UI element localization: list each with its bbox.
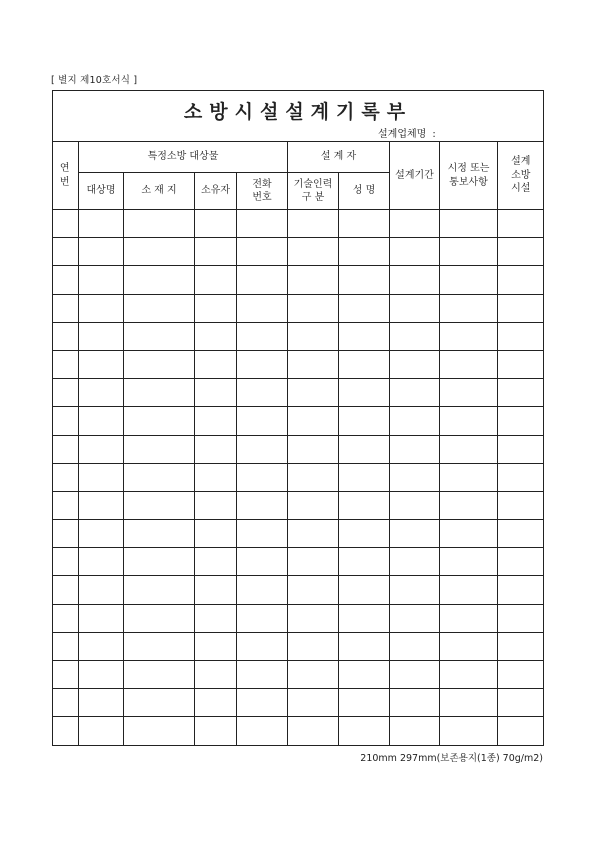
table-cell[interactable] [390,463,440,491]
table-cell[interactable] [52,210,79,238]
table-cell[interactable] [288,435,339,463]
table-cell[interactable] [288,661,339,689]
table-row [52,491,544,519]
table-cell[interactable] [288,322,339,350]
table-cell[interactable] [79,491,124,519]
table-cell[interactable] [390,548,440,576]
table-cell[interactable] [339,294,390,322]
paper-spec-footnote: 210mm 297mm(보존용지(1종) 70g/m2) [360,753,543,764]
header-correction-notice [440,142,498,210]
header-location: 소 재 지 [124,173,195,210]
table-cell[interactable] [339,689,390,717]
table-cell[interactable] [79,632,124,660]
table-cell[interactable] [195,717,237,745]
table-cell[interactable] [124,379,195,407]
table-cell[interactable] [195,632,237,660]
table-cell[interactable] [124,632,195,660]
table-cell[interactable] [52,294,79,322]
table-cell[interactable] [52,350,79,378]
header-phone-text: 전화 번호 [252,178,272,203]
table-cell[interactable] [440,294,498,322]
table-cell[interactable] [498,379,544,407]
header-serial [52,142,79,210]
table-cell[interactable] [52,463,79,491]
table-cell[interactable] [498,661,544,689]
table-cell[interactable] [390,238,440,266]
table-cell[interactable] [390,210,440,238]
header-design-period: 설계기간 [390,142,440,210]
table-cell[interactable] [195,435,237,463]
table-cell[interactable] [339,266,390,294]
table-cell[interactable] [390,520,440,548]
table-cell[interactable] [288,576,339,604]
table-row [52,576,544,604]
table-cell[interactable] [124,294,195,322]
header-correction-notice-text: 시정 또는 통보사항 [447,163,490,188]
table-cell[interactable] [498,463,544,491]
table-row [52,548,544,576]
table-cell[interactable] [440,435,498,463]
table-cell[interactable] [195,661,237,689]
table-cell[interactable] [288,520,339,548]
table-cell[interactable] [52,661,79,689]
table-cell[interactable] [237,463,288,491]
table-cell[interactable] [237,379,288,407]
table-cell[interactable] [390,689,440,717]
table-cell[interactable] [79,210,124,238]
table-cell[interactable] [237,294,288,322]
table-cell[interactable] [237,576,288,604]
table-cell[interactable] [498,238,544,266]
table-row [52,407,544,435]
table-cell[interactable] [52,266,79,294]
table-cell[interactable] [288,689,339,717]
table-cell[interactable] [440,266,498,294]
table-cell[interactable] [339,407,390,435]
header-fire-facility-text: 설계 소방 시설 [511,156,531,195]
table-cell[interactable] [195,520,237,548]
table-cell[interactable] [390,379,440,407]
table-cell[interactable] [288,407,339,435]
table-cell[interactable] [440,350,498,378]
table-cell[interactable] [288,717,339,745]
table-row [52,661,544,689]
table-row [52,520,544,548]
table-cell[interactable] [79,463,124,491]
table-cell[interactable] [498,576,544,604]
table-cell[interactable] [79,350,124,378]
table-cell[interactable] [195,266,237,294]
header-tech-class [288,173,339,210]
table-cell[interactable] [339,435,390,463]
company-name-colon: : [432,129,436,140]
table-cell[interactable] [237,661,288,689]
header-designer-name: 성 명 [339,173,390,210]
table-cell[interactable] [124,238,195,266]
table-cell[interactable] [195,604,237,632]
table-cell[interactable] [79,717,124,745]
table-cell[interactable] [79,604,124,632]
table-cell[interactable] [124,520,195,548]
table-cell[interactable] [237,491,288,519]
header-fire-facility [498,142,544,210]
table-row [52,294,544,322]
table-cell[interactable] [339,520,390,548]
table-cell[interactable] [339,491,390,519]
table-cell[interactable] [124,407,195,435]
table-cell[interactable] [390,435,440,463]
table-cell[interactable] [440,604,498,632]
table-row [52,632,544,660]
table-cell[interactable] [498,210,544,238]
table-cell[interactable] [237,322,288,350]
table-cell[interactable] [339,350,390,378]
table-cell[interactable] [288,266,339,294]
table-row [52,238,544,266]
table-row [52,210,544,238]
table-cell[interactable] [440,717,498,745]
header-phone [237,173,288,210]
table-cell[interactable] [339,322,390,350]
table-cell[interactable] [124,350,195,378]
table-cell[interactable] [498,322,544,350]
table-cell[interactable] [52,379,79,407]
form-number-label: [ 별지 제10호서식 ] [51,75,138,86]
table-cell[interactable] [79,322,124,350]
table-row [52,266,544,294]
table-cell[interactable] [339,210,390,238]
table-cell[interactable] [124,576,195,604]
table-row [52,463,544,491]
table-cell[interactable] [498,717,544,745]
table-cell[interactable] [339,463,390,491]
design-record-form [52,90,544,746]
table-cell[interactable] [195,548,237,576]
table-cell[interactable] [52,632,79,660]
table-cell[interactable] [498,435,544,463]
table-cell[interactable] [237,632,288,660]
table-cell[interactable] [237,266,288,294]
table-cell[interactable] [79,266,124,294]
table-cell[interactable] [498,604,544,632]
table-cell[interactable] [195,689,237,717]
table-cell[interactable] [440,379,498,407]
table-row [52,379,544,407]
table-cell[interactable] [52,604,79,632]
table-cell[interactable] [390,350,440,378]
table-cell[interactable] [124,491,195,519]
table-cell[interactable] [440,548,498,576]
table-cell[interactable] [237,520,288,548]
table-cell[interactable] [52,520,79,548]
table-cell[interactable] [79,435,124,463]
table-cell[interactable] [390,322,440,350]
company-name-field [378,125,436,140]
table-cell[interactable] [390,604,440,632]
table-cell[interactable] [79,238,124,266]
table-cell[interactable] [124,548,195,576]
table-cell[interactable] [390,407,440,435]
table-cell[interactable] [195,210,237,238]
table-cell[interactable] [288,294,339,322]
table-cell[interactable] [390,576,440,604]
table-cell[interactable] [195,238,237,266]
table-cell[interactable] [52,491,79,519]
table-cell[interactable] [288,350,339,378]
table-cell[interactable] [498,548,544,576]
table-row [52,435,544,463]
table-cell[interactable] [440,520,498,548]
table-row [52,689,544,717]
table-cell[interactable] [288,548,339,576]
table-cell[interactable] [124,266,195,294]
table-cell[interactable] [195,322,237,350]
table-cell[interactable] [52,689,79,717]
table-cell[interactable] [79,379,124,407]
table-cell[interactable] [237,210,288,238]
table-cell[interactable] [195,463,237,491]
table-cell[interactable] [52,238,79,266]
header-serial-text: 연 번 [59,163,70,188]
table-cell[interactable] [195,379,237,407]
table-cell[interactable] [440,632,498,660]
table-cell[interactable] [498,491,544,519]
table-cell[interactable] [440,463,498,491]
table-cell[interactable] [79,407,124,435]
table-cell[interactable] [339,548,390,576]
table-cell[interactable] [288,238,339,266]
table-cell[interactable] [390,661,440,689]
table-cell[interactable] [288,210,339,238]
table-cell[interactable] [52,322,79,350]
table-cell[interactable] [498,689,544,717]
table-cell[interactable] [79,661,124,689]
table-cell[interactable] [288,379,339,407]
table-cell[interactable] [440,238,498,266]
table-row [52,604,544,632]
table-cell[interactable] [79,689,124,717]
table-cell[interactable] [288,491,339,519]
table-cell[interactable] [237,717,288,745]
header-tech-class-text: 기술인력 구 분 [293,178,333,203]
table-cell[interactable] [498,632,544,660]
table-cell[interactable] [79,576,124,604]
company-name-label: 설계업체명 [378,129,427,140]
form-title: 소방시설설계기록부 [183,101,413,123]
table-cell[interactable] [52,407,79,435]
table-cell[interactable] [440,491,498,519]
table-cell[interactable] [52,548,79,576]
table-cell[interactable] [339,717,390,745]
table-cell[interactable] [237,350,288,378]
header-target-group: 특정소방 대상물 [79,142,288,173]
table-cell[interactable] [124,689,195,717]
table-cell[interactable] [195,407,237,435]
table-cell[interactable] [390,491,440,519]
table-cell[interactable] [124,717,195,745]
header-designer-group: 설 계 자 [288,142,390,173]
table-cell[interactable] [237,407,288,435]
table-row [52,350,544,378]
table-cell[interactable] [124,435,195,463]
table-cell[interactable] [440,210,498,238]
table-cell[interactable] [124,463,195,491]
table-cell[interactable] [440,407,498,435]
header-owner: 소유자 [195,173,237,210]
table-cell[interactable] [339,576,390,604]
table-cell[interactable] [440,689,498,717]
table-cell[interactable] [440,322,498,350]
table-cell[interactable] [498,294,544,322]
table-cell[interactable] [288,463,339,491]
table-cell[interactable] [390,717,440,745]
table-cell[interactable] [440,661,498,689]
table-cell[interactable] [237,435,288,463]
table-cell[interactable] [52,717,79,745]
table-cell[interactable] [195,576,237,604]
table-cell[interactable] [237,604,288,632]
table-cell[interactable] [390,632,440,660]
table-cell[interactable] [79,294,124,322]
table-cell[interactable] [498,407,544,435]
table-cell[interactable] [390,294,440,322]
table-cell[interactable] [195,294,237,322]
table-cell[interactable] [498,520,544,548]
table-cell[interactable] [339,379,390,407]
table-cell[interactable] [79,548,124,576]
table-cell[interactable] [124,322,195,350]
table-cell[interactable] [339,604,390,632]
table-cell[interactable] [52,435,79,463]
table-cell[interactable] [195,491,237,519]
table-cell[interactable] [498,266,544,294]
table-cell[interactable] [339,238,390,266]
table-cell[interactable] [339,661,390,689]
table-cell[interactable] [237,548,288,576]
table-row [52,717,544,745]
table-cell[interactable] [237,689,288,717]
table-cell[interactable] [288,604,339,632]
table-cell[interactable] [390,266,440,294]
table-cell[interactable] [440,576,498,604]
table-cell[interactable] [124,604,195,632]
table-cell[interactable] [124,210,195,238]
table-cell[interactable] [195,350,237,378]
table-cell[interactable] [288,632,339,660]
table-cell[interactable] [52,576,79,604]
table-cell[interactable] [79,520,124,548]
table-cell[interactable] [237,238,288,266]
table-cell[interactable] [498,350,544,378]
record-table [52,141,544,745]
header-target-name: 대상명 [79,173,124,210]
table-cell[interactable] [124,661,195,689]
table-row [52,322,544,350]
table-cell[interactable] [339,632,390,660]
